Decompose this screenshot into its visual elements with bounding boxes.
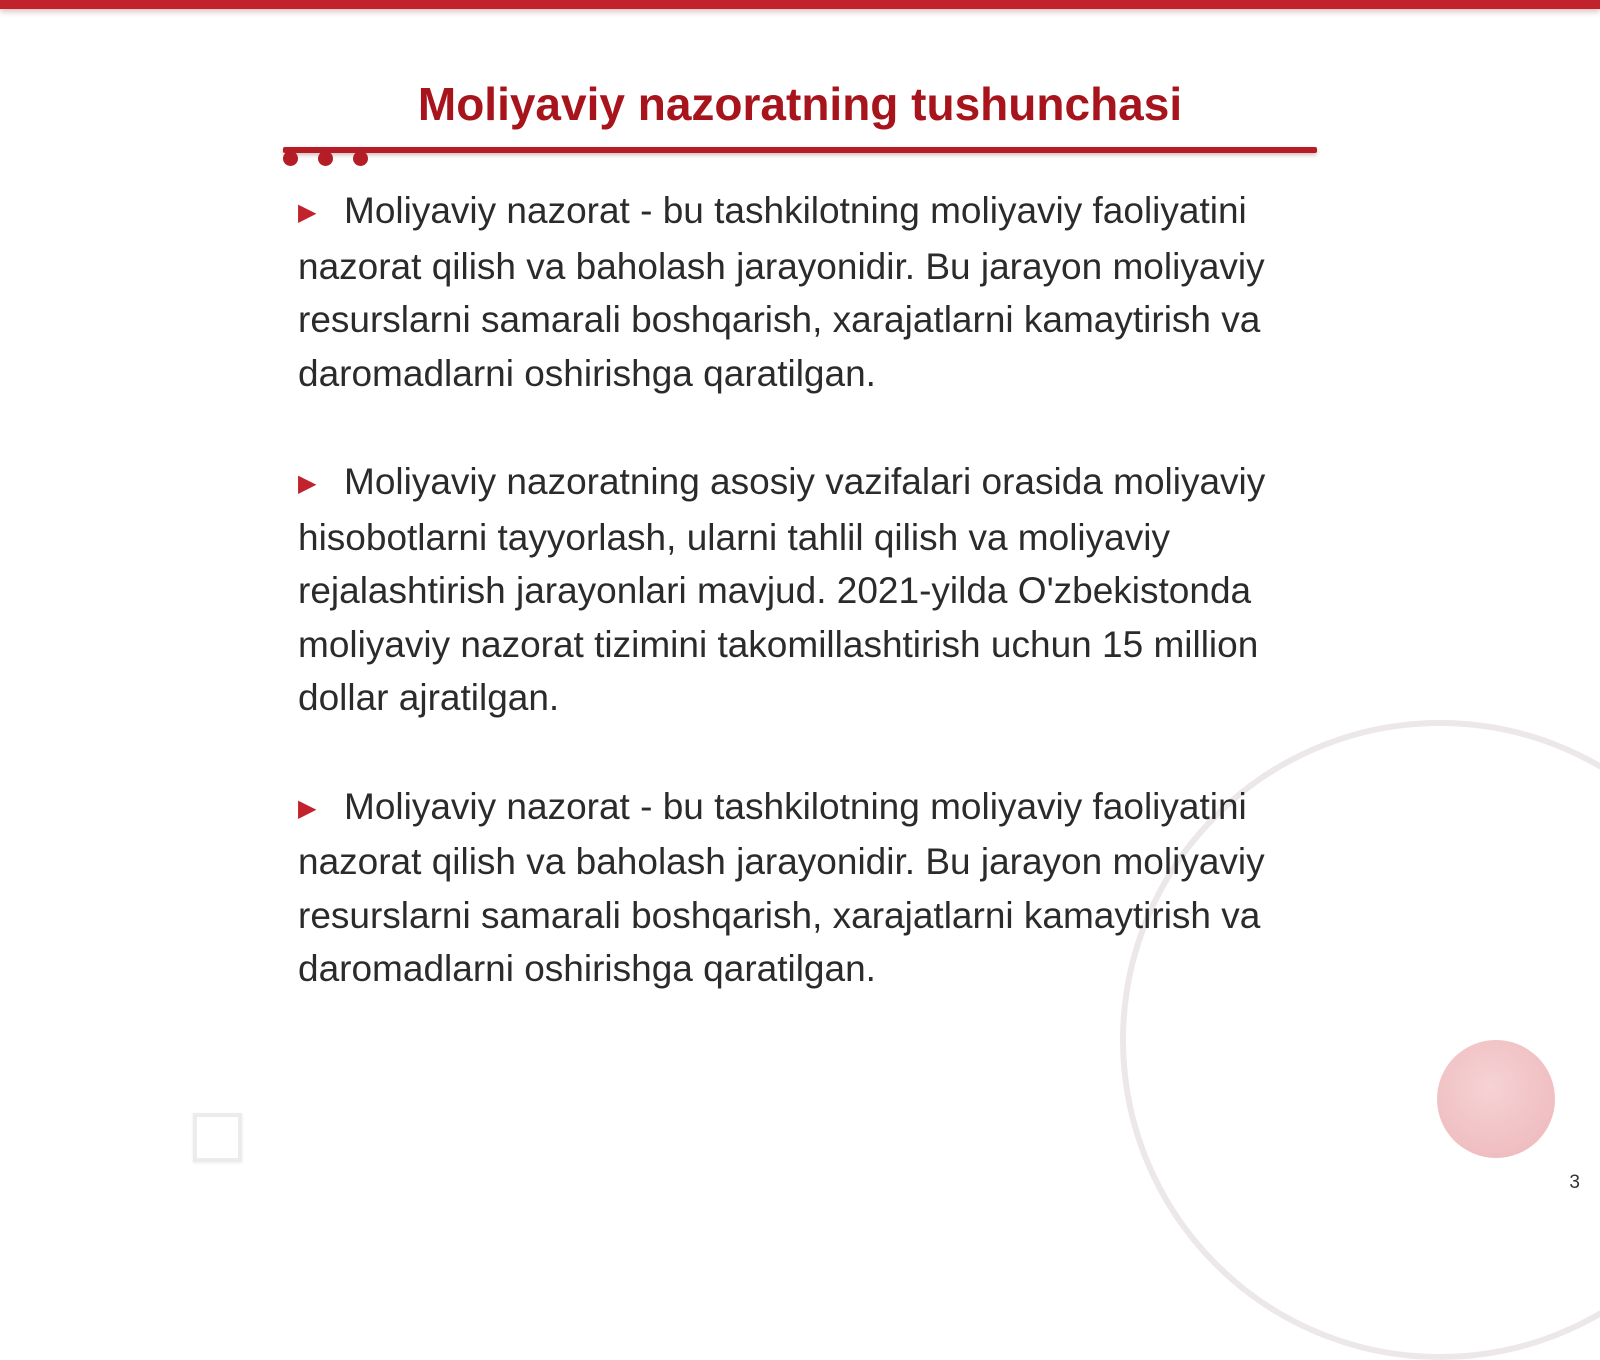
bullet-paragraph <box>298 780 1298 996</box>
bullet-arrow-icon: ▶ <box>298 199 317 226</box>
decorative-circle <box>1437 1040 1555 1158</box>
top-accent-bar <box>0 0 1600 9</box>
slide-title: Moliyaviy nazoratning tushunchasi <box>417 78 1183 130</box>
page-number: 3 <box>1569 1172 1580 1193</box>
paragraph-text: Moliyaviy nazorat - bu tashkilotning moliyaviy faoliyatini nazorat qilish va baholash jarayonidir. Bu jarayon moliyaviy resurslarni samarali boshqarish, xarajatlarni kamaytirish va daromadlarni oshirishga qaratilgan. <box>298 190 1265 394</box>
bullet-arrow-icon: ▶ <box>298 794 317 822</box>
title-underline <box>283 147 1317 153</box>
decorative-square <box>193 1113 242 1162</box>
decorative-dot <box>318 151 333 166</box>
bullet-arrow-icon: ▶ <box>298 470 317 497</box>
paragraph-text: Moliyaviy nazoratning asosiy vazifalari orasida moliyaviy hisobotlarni tayyorlash, ularni tahlil qilish va moliyaviy rejalashtirish jarayonlari mavjud. 2021-yilda O'zbekistonda moliyaviy nazorat tizimini takomillashtirish uchun 15 million dollar ajratilgan. <box>298 461 1266 718</box>
paragraph-text: Moliyaviy nazorat - bu tashkilotning moliyaviy faoliyatini nazorat qilish va baholash jarayonidir. Bu jarayon moliyaviy resurslarni samarali boshqarish, xarajatlarni kamaytirish va daromadlarni oshirishga qaratilgan. <box>298 785 1265 989</box>
decorative-dot <box>283 151 298 166</box>
decorative-dot <box>353 151 368 166</box>
slide-body <box>298 184 1298 1051</box>
bullet-paragraph <box>298 455 1298 725</box>
bullet-paragraph <box>298 184 1298 400</box>
